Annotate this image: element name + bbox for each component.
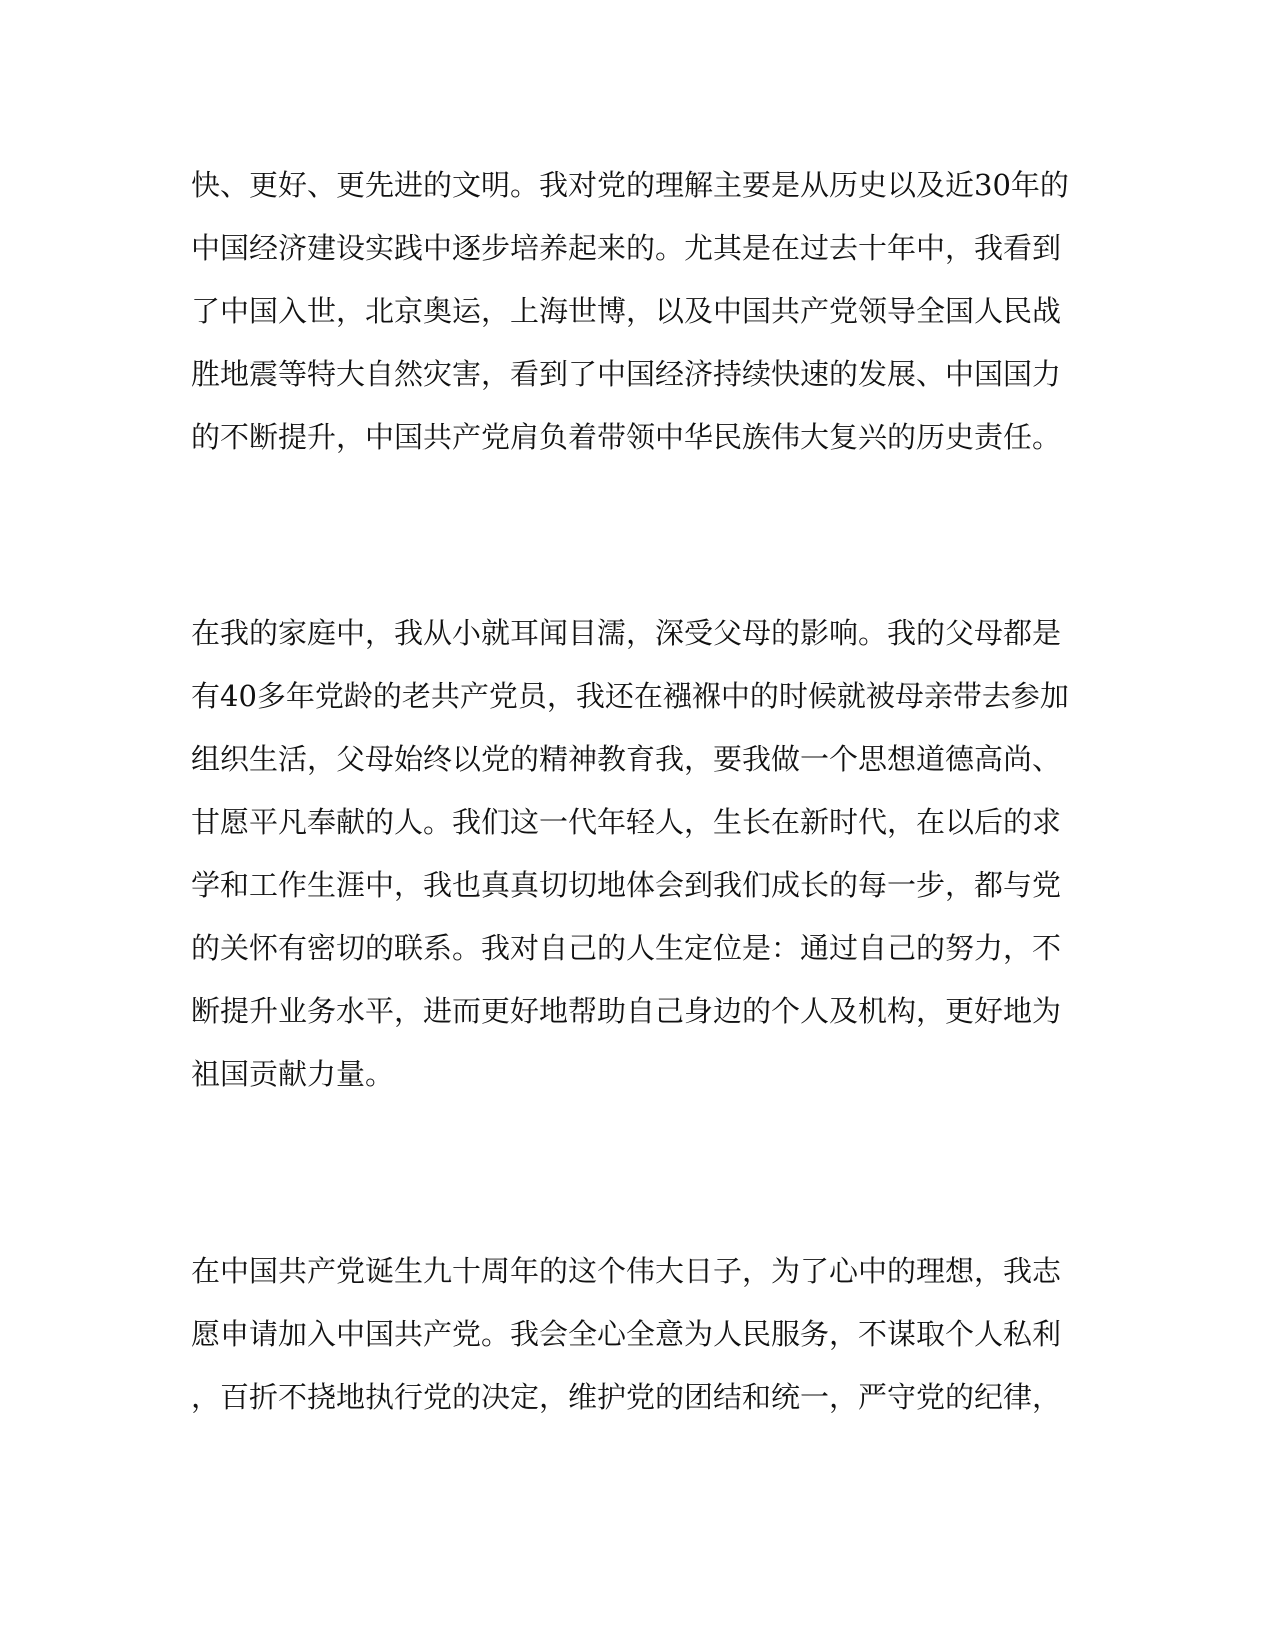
paragraph-line: 学和工作生涯中，我也真真切切地体会到我们成长的每一步，都与党 bbox=[191, 868, 1062, 902]
paragraph-line: 祖国贡献力量。 bbox=[191, 1057, 395, 1091]
paragraph-line: ，百折不挠地执行党的决定，维护党的团结和统一，严守党的纪律， bbox=[191, 1380, 1062, 1414]
paragraph-line: 了中国入世，北京奥运，上海世博，以及中国共产党领导全国人民战 bbox=[191, 294, 1062, 328]
paragraph-line: 的不断提升，中国共产党肩负着带领中华民族伟大复兴的历史责任。 bbox=[191, 420, 1062, 454]
paragraph-line: 组织生活，父母始终以党的精神教育我，要我做一个思想道德高尚、 bbox=[191, 742, 1062, 776]
paragraph-line: 愿申请加入中国共产党。我会全心全意为人民服务，不谋取个人私利 bbox=[191, 1317, 1062, 1351]
paragraph-line: 中国经济建设实践中逐步培养起来的。尤其是在过去十年中，我看到 bbox=[191, 231, 1062, 265]
paragraph-line: 胜地震等特大自然灾害，看到了中国经济持续快速的发展、中国国力 bbox=[191, 357, 1062, 391]
paragraph-line: 的关怀有密切的联系。我对自己的人生定位是：通过自己的努力，不 bbox=[191, 931, 1062, 965]
paragraph-line: 有40多年党龄的老共产党员，我还在襁褓中的时候就被母亲带去参加 bbox=[191, 679, 1069, 713]
paragraph-line: 断提升业务水平，进而更好地帮助自己身边的个人及机构，更好地为 bbox=[191, 994, 1062, 1028]
paragraph-line: 在中国共产党诞生九十周年的这个伟大日子，为了心中的理想，我志 bbox=[191, 1254, 1062, 1288]
paragraph-line: 在我的家庭中，我从小就耳闻目濡，深受父母的影响。我的父母都是 bbox=[191, 616, 1062, 650]
paragraph-line: 快、更好、更先进的文明。我对党的理解主要是从历史以及近30年的 bbox=[191, 168, 1069, 202]
paragraph-line: 甘愿平凡奉献的人。我们这一代年轻人，生长在新时代，在以后的求 bbox=[191, 805, 1062, 839]
